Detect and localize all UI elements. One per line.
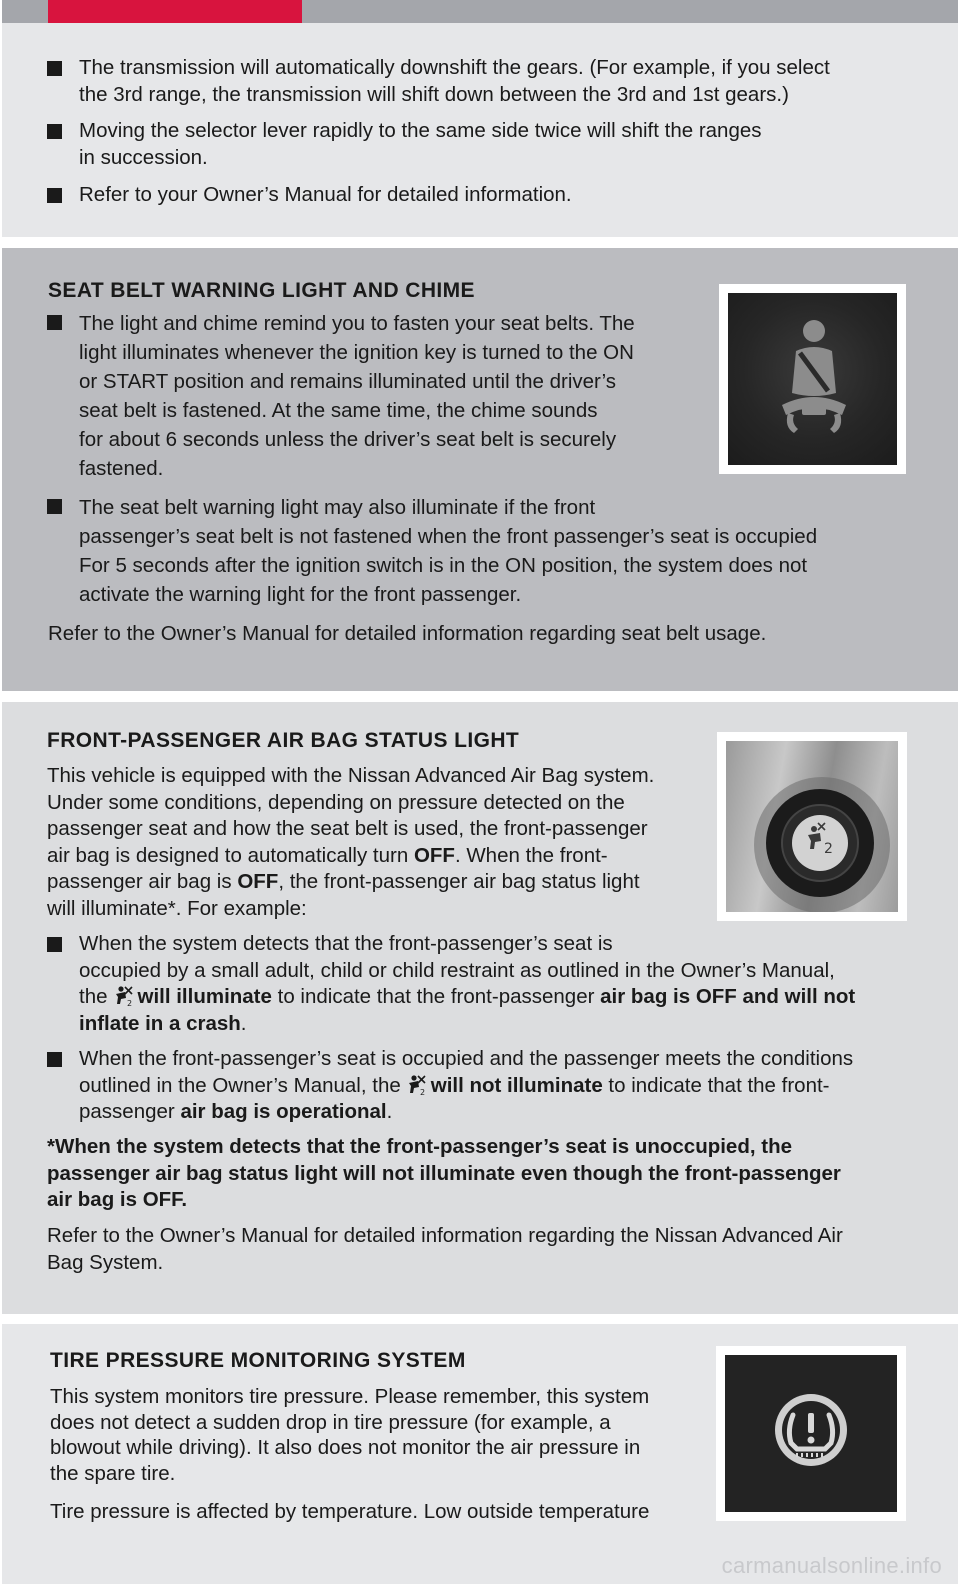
tpms-para-2: Tire pressure is affected by temperature. Low outside temperature xyxy=(50,1500,650,1523)
text-line: *When the system detects that the front-passenger’s seat is unoccupied, the xyxy=(47,1135,792,1158)
bullet-line: seat belt is fastened. At the same time, the chime sounds xyxy=(79,399,598,422)
text-line: Bag System. xyxy=(47,1250,164,1274)
text-span: . xyxy=(240,1011,247,1035)
bullet-item xyxy=(79,1046,853,1126)
tpms-warning-image xyxy=(716,1346,906,1521)
bullet-line: Refer to your Owner’s Manual for detailed information. xyxy=(79,183,572,206)
text-span: to indicate that the front- xyxy=(602,1073,830,1097)
text-span: air bag is designed to automatically turn xyxy=(47,843,414,867)
bullet-line: passenger’s seat belt is not fastened when the front passenger’s seat is occupied xyxy=(79,525,818,548)
bullet-item xyxy=(79,55,830,108)
bullet-line: The transmission will automatically downshift the gears. (For example, if you select xyxy=(79,56,830,79)
bullet-item xyxy=(79,493,817,609)
text-emphasis: will not illuminate xyxy=(430,1073,603,1097)
icon-subscript: 2 xyxy=(126,999,132,1007)
bullet-line: When the front-passenger’s seat is occupied and the passenger meets the conditions xyxy=(79,1047,854,1070)
tpms-para-1 xyxy=(50,1384,649,1486)
bullet-line: occupied by a small adult, child or child restraint as outlined in the Owner’s Manual, xyxy=(79,958,835,982)
tpms-panel xyxy=(2,1324,958,1584)
bullet-item xyxy=(79,118,762,171)
text-line: passenger air bag status light will not illuminate even though the front-passenger xyxy=(47,1161,841,1185)
bullet-line xyxy=(79,1073,853,1100)
text-emphasis: air bag is operational xyxy=(180,1100,387,1123)
text-span: the xyxy=(79,985,108,1008)
airbag-status-button xyxy=(726,741,898,912)
passenger-airbag-off-icon xyxy=(405,1074,427,1096)
bullet-line: in succession. xyxy=(79,145,208,169)
airbag-panel xyxy=(2,702,958,1314)
airbag-intro xyxy=(47,763,654,922)
bullet-line xyxy=(79,984,855,1011)
text-line: air bag is OFF. xyxy=(47,1188,188,1211)
airbag-status-image xyxy=(717,732,907,921)
text-line xyxy=(47,843,654,870)
seatbelt-note: Refer to the Owner’s Manual for detailed information regarding seat belt usage. xyxy=(48,622,767,645)
off-emphasis: OFF xyxy=(237,870,279,893)
bullet-line: The seat belt warning light may also illuminate if the front xyxy=(79,496,596,519)
bullet-item xyxy=(79,309,635,483)
text-emphasis: will illuminate xyxy=(137,985,272,1008)
text-span: passenger air bag is xyxy=(47,870,238,893)
text-span: . xyxy=(386,1100,393,1123)
bullet-line: light illuminates whenever the ignition key is turned to the ON xyxy=(79,341,634,364)
accent-tab xyxy=(48,0,302,23)
text-span: , the front-passenger air bag status light xyxy=(278,870,640,893)
seatbelt-panel xyxy=(2,248,958,691)
text-span: to indicate that the front-passenger xyxy=(271,985,601,1008)
watermark: carmanualsonline.info xyxy=(721,1553,942,1578)
text-line: does not detect a sudden drop in tire pressure (for example, a xyxy=(50,1410,611,1434)
bullet-line: The light and chime remind you to fasten your seat belts. The xyxy=(79,312,635,335)
bullet-line: Moving the selector lever rapidly to the same side twice will shift the ranges xyxy=(79,119,762,142)
text-line: blowout while driving). It also does not monitor the air pressure in xyxy=(50,1436,641,1459)
off-emphasis: OFF xyxy=(413,843,455,867)
passenger-airbag-off-icon xyxy=(112,985,134,1007)
text-line: will illuminate*. For example: xyxy=(47,896,307,920)
text-line: Refer to the Owner’s Manual for detailed information regarding the Nissan Advanced Air xyxy=(47,1224,843,1247)
bullet-item xyxy=(79,931,855,1037)
text-line: Under some conditions, depending on pressure detected on the xyxy=(47,790,625,814)
bullet-line xyxy=(79,1099,853,1126)
top-color-bar xyxy=(2,0,958,23)
text-span: passenger xyxy=(79,1100,181,1123)
bullet-line: activate the warning light for the front passenger. xyxy=(79,583,522,606)
section-title: FRONT-PASSENGER AIR BAG STATUS LIGHT xyxy=(47,729,520,752)
section-title: SEAT BELT WARNING LIGHT AND CHIME xyxy=(48,279,475,302)
bullet-line: For 5 seconds after the ignition switch is in the ON position, the system does not xyxy=(79,554,808,577)
tire-pressure-warning-icon xyxy=(725,1355,897,1512)
bullet-line: When the system detects that the front-passenger’s seat is xyxy=(79,932,613,955)
text-line: This system monitors tire pressure. Please remember, this system xyxy=(50,1385,650,1408)
text-emphasis: air bag is OFF and will not xyxy=(600,985,856,1008)
bullet-line: or START position and remains illuminated until the driver’s xyxy=(79,370,617,393)
text-span: outlined in the Owner’s Manual, the xyxy=(79,1073,401,1097)
bullet-line: the 3rd range, the transmission will shift down between the 3rd and 1st gears.) xyxy=(79,82,789,106)
seatbelt-warning-image xyxy=(719,284,906,474)
bullet-line xyxy=(79,1011,855,1038)
airbag-footnote xyxy=(47,1134,841,1214)
bullet-line: fastened. xyxy=(79,457,164,480)
section-title: TIRE PRESSURE MONITORING SYSTEM xyxy=(50,1349,466,1372)
bullet-line: for about 6 seconds unless the driver’s seat belt is securely xyxy=(79,428,617,451)
text-line: the spare tire. xyxy=(50,1461,176,1485)
text-span: . When the front- xyxy=(454,843,608,867)
text-emphasis: inflate in a crash xyxy=(79,1011,241,1035)
transmission-panel xyxy=(2,23,958,237)
text-line: This vehicle is equipped with the Nissan Advanced Air Bag system. xyxy=(47,764,655,787)
icon-subscript: 2 xyxy=(419,1087,425,1096)
airbag-note xyxy=(47,1223,843,1276)
icon-subscript: 2 xyxy=(824,841,833,857)
text-line: passenger seat and how the seat belt is used, the front-passenger xyxy=(47,817,648,840)
bullet-item xyxy=(79,182,572,209)
seatbelt-warning-icon xyxy=(728,293,897,465)
text-line xyxy=(47,869,654,896)
